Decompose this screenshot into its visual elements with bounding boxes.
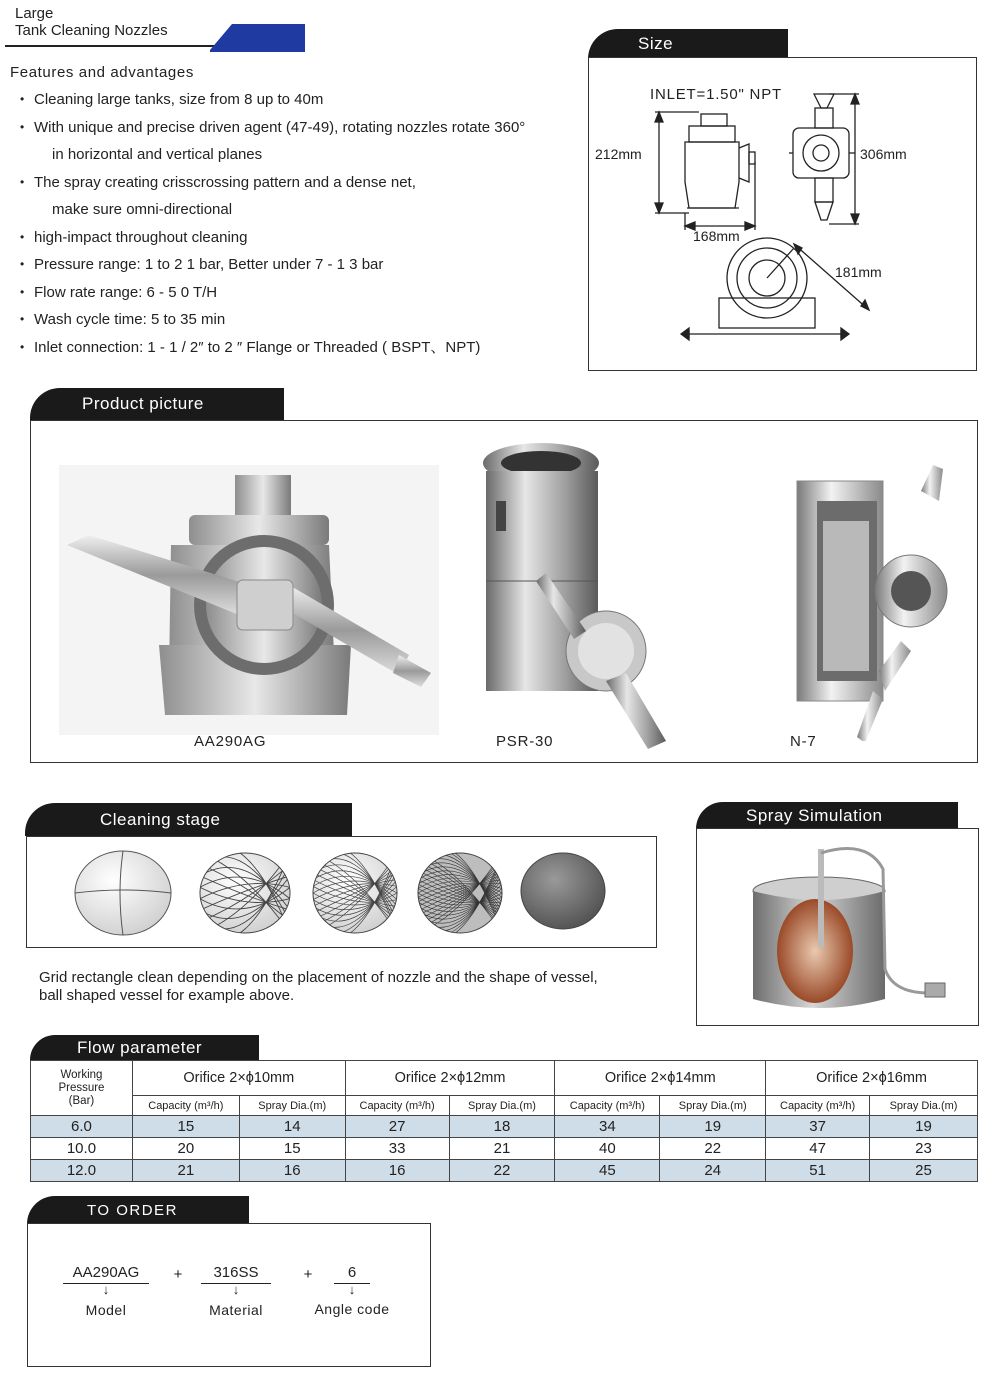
- product-image-aa290ag: [59, 465, 439, 735]
- list-item: • Cleaning large tanks, size from 8 up to 40m: [20, 86, 570, 114]
- product-name-n7: N-7: [790, 733, 817, 750]
- list-item: • The spray creating crisscrossing pattern and a dense net, make sure omni-directional: [20, 169, 570, 224]
- order-model-code: AA290AG: [63, 1264, 149, 1284]
- dim-total-label: 306mm: [860, 146, 907, 162]
- subheader-cell: Spray Dia.(m): [239, 1096, 345, 1116]
- order-plus: +: [173, 1266, 183, 1283]
- table-header-row: [31, 1061, 978, 1096]
- list-item: • high-impact throughout cleaning: [20, 224, 570, 252]
- order-angle-code: 6: [334, 1264, 370, 1284]
- header-title: Tank Cleaning Nozzles: [15, 22, 168, 39]
- cleaning-stage-box: [26, 836, 657, 948]
- header-line1: Large: [15, 5, 54, 22]
- subheader-cell: Capacity (m³/h): [345, 1096, 449, 1116]
- order-plus: +: [303, 1266, 313, 1283]
- flow-parameter-table: [30, 1060, 978, 1182]
- subheader-cell: Spray Dia.(m): [870, 1096, 978, 1116]
- dim-radius-label: 181mm: [835, 264, 882, 280]
- table-row: 6.0 15 14 27 18 34 19 37 19: [31, 1116, 978, 1138]
- cleaning-stage-spheres: [27, 837, 658, 949]
- table-row: 12.0 21 16 16 22 45 24 51 25: [31, 1160, 978, 1182]
- list-item: • With unique and precise driven agent (47-49), rotating nozzles rotate 360° in horizontal and vertical planes: [20, 114, 570, 169]
- order-material-label: Material: [209, 1302, 263, 1318]
- dim-width-label: 168mm: [693, 228, 740, 244]
- order-model: AA290AG ↓ Model: [63, 1264, 149, 1318]
- subheader-cell: Capacity (m³/h): [766, 1096, 870, 1116]
- subheader-cell: Spray Dia.(m): [449, 1096, 555, 1116]
- subheader-cell: Capacity (m³/h): [555, 1096, 660, 1116]
- orifice-header: Orifice 2×ϕ16mm: [766, 1061, 978, 1096]
- cleaning-note: Grid rectangle clean depending on the placement of nozzle and the shape of vessel, ball shaped vessel for example above.: [39, 969, 598, 1004]
- subheader-cell: Capacity (m³/h): [132, 1096, 239, 1116]
- size-drawing: [589, 58, 978, 372]
- list-item: • Inlet connection: 1 - 1 / 2″ to 2 ″ Flange or Threaded ( BSPT、NPT): [20, 334, 570, 362]
- size-tab: Size: [588, 29, 788, 59]
- order-tab: TO ORDER: [27, 1196, 249, 1224]
- inlet-label: INLET=1.50" NPT: [650, 86, 782, 103]
- features-list: [20, 86, 570, 361]
- product-image-n7: [761, 461, 961, 741]
- page-header: [0, 0, 310, 56]
- order-box: [27, 1223, 431, 1367]
- orifice-header: Orifice 2×ϕ12mm: [345, 1061, 555, 1096]
- table-row: 10.0 20 15 33 21 40 22 47 23: [31, 1138, 978, 1160]
- list-item: • Flow rate range: 6 - 5 0 T/H: [20, 279, 570, 307]
- orifice-header: Orifice 2×ϕ14mm: [555, 1061, 766, 1096]
- table-subheader-row: [31, 1096, 978, 1116]
- spray-simulation-image: [697, 829, 980, 1027]
- product-name-aa290ag: AA290AG: [194, 733, 267, 750]
- pressure-header: Working Pressure (Bar): [31, 1061, 133, 1116]
- order-material-code: 316SS: [201, 1264, 271, 1284]
- cleaning-tab: Cleaning stage: [25, 803, 352, 836]
- product-image-psr30: [476, 441, 686, 753]
- size-diagram-box: [588, 57, 977, 371]
- order-material: 316SS ↓ Material: [201, 1264, 271, 1318]
- flow-tab: Flow parameter: [30, 1035, 259, 1060]
- list-item: • Wash cycle time: 5 to 35 min: [20, 306, 570, 334]
- spray-tab: Spray Simulation: [696, 802, 958, 829]
- subheader-cell: Spray Dia.(m): [660, 1096, 766, 1116]
- product-tab: Product picture: [30, 388, 284, 420]
- list-item: • Pressure range: 1 to 2 1 bar, Better under 7 - 1 3 bar: [20, 251, 570, 279]
- orifice-header: Orifice 2×ϕ10mm: [132, 1061, 345, 1096]
- product-box: [30, 420, 978, 763]
- spray-simulation-box: [696, 828, 979, 1026]
- product-name-psr30: PSR-30: [496, 733, 554, 750]
- dim-height-label: 212mm: [595, 146, 642, 162]
- order-angle-label: Angle code: [314, 1301, 390, 1317]
- features-title: Features and advantages: [10, 64, 194, 81]
- order-angle: 6 ↓ Angle code: [308, 1264, 396, 1317]
- features-section: [10, 62, 570, 361]
- order-model-label: Model: [85, 1302, 127, 1318]
